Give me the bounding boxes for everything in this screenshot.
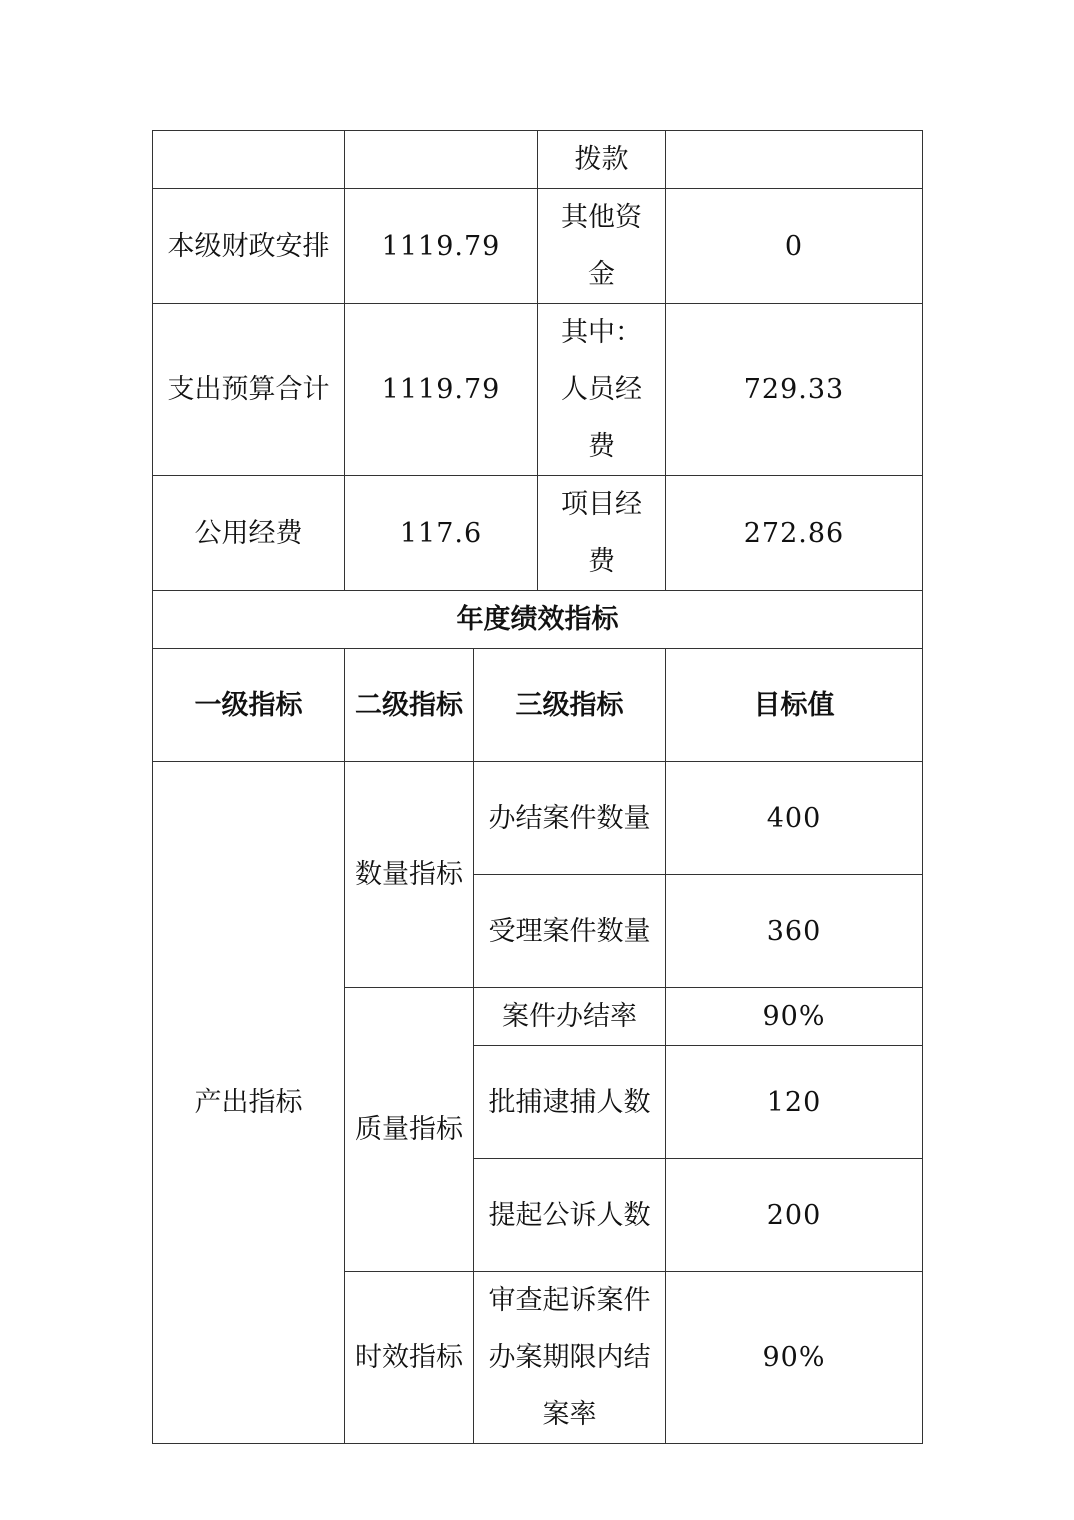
level3-cell: 批捕逮捕人数 bbox=[474, 1046, 666, 1159]
budget-label-cell: 其他资金 bbox=[538, 189, 666, 304]
budget-value-cell: 1119.79 bbox=[345, 304, 538, 476]
budget-table bbox=[152, 130, 923, 591]
table-row bbox=[153, 189, 923, 304]
target-cell: 360 bbox=[666, 875, 923, 988]
target-cell: 120 bbox=[666, 1046, 923, 1159]
table-row bbox=[153, 762, 923, 875]
budget-label-cell: 本级财政安排 bbox=[153, 189, 345, 304]
section-title: 年度绩效指标 bbox=[153, 591, 923, 649]
budget-value-cell: 272.86 bbox=[666, 476, 923, 591]
budget-value-cell: 0 bbox=[666, 189, 923, 304]
performance-table bbox=[152, 590, 923, 1444]
column-header-target: 目标值 bbox=[666, 649, 923, 762]
table-row bbox=[153, 591, 923, 649]
budget-label-cell: 公用经费 bbox=[153, 476, 345, 591]
target-cell: 400 bbox=[666, 762, 923, 875]
budget-value-cell: 117.6 bbox=[345, 476, 538, 591]
level3-cell: 案件办结率 bbox=[474, 988, 666, 1046]
table-row bbox=[153, 304, 923, 476]
level2-cell: 时效指标 bbox=[345, 1272, 474, 1444]
header-row bbox=[153, 649, 923, 762]
budget-label-cell: 项目经费 bbox=[538, 476, 666, 591]
level2-cell: 质量指标 bbox=[345, 988, 474, 1272]
budget-label-cell: 其中：人员经费 bbox=[538, 304, 666, 476]
column-header-level2: 二级指标 bbox=[345, 649, 474, 762]
empty-cell bbox=[153, 131, 345, 189]
empty-cell bbox=[345, 131, 538, 189]
target-cell: 90% bbox=[666, 988, 923, 1046]
level3-cell: 办结案件数量 bbox=[474, 762, 666, 875]
table-row bbox=[153, 131, 923, 189]
level2-cell: 数量指标 bbox=[345, 762, 474, 988]
level3-cell: 提起公诉人数 bbox=[474, 1159, 666, 1272]
budget-value-cell: 729.33 bbox=[666, 304, 923, 476]
target-cell: 90% bbox=[666, 1272, 923, 1444]
level3-cell: 受理案件数量 bbox=[474, 875, 666, 988]
level3-cell: 审查起诉案件办案期限内结案率 bbox=[474, 1272, 666, 1444]
budget-label-cell: 拨款 bbox=[538, 131, 666, 189]
table-row bbox=[153, 476, 923, 591]
budget-performance-document bbox=[152, 130, 922, 1444]
empty-cell bbox=[666, 131, 923, 189]
column-header-level3: 三级指标 bbox=[474, 649, 666, 762]
budget-value-cell: 1119.79 bbox=[345, 189, 538, 304]
budget-label-cell: 支出预算合计 bbox=[153, 304, 345, 476]
level1-cell: 产出指标 bbox=[153, 762, 345, 1444]
target-cell: 200 bbox=[666, 1159, 923, 1272]
column-header-level1: 一级指标 bbox=[153, 649, 345, 762]
